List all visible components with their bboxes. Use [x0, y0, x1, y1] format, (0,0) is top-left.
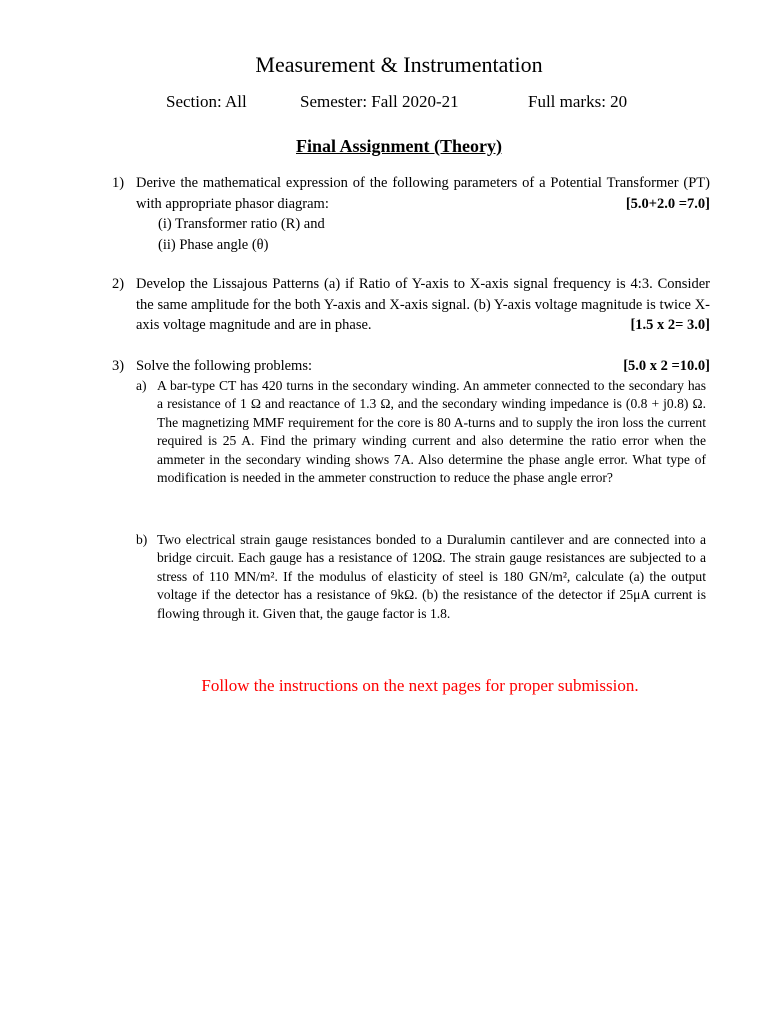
- question-number: 2): [112, 276, 125, 292]
- question-text: Solve the following problems:: [136, 358, 312, 374]
- assignment-title: Final Assignment (Theory): [295, 136, 502, 156]
- question-marks: [5.0+2.0 =7.0]: [625, 195, 710, 212]
- question-marks: [1.5 x 2= 3.0]: [630, 317, 710, 333]
- question-text: Develop the Lissajous Patterns (a) if Ratio of Y-axis to X-axis signal frequency is 4:3. Consider the same amplitude for the both Y-axis and X-axis signal. (b) Y-axis voltage magnitude is twice X-axis voltage magnitude and are in phase.: [136, 276, 710, 333]
- header-meta: [0, 92, 768, 116]
- question-3: [112, 356, 710, 377]
- section-label: Section: All: [166, 92, 247, 111]
- semester-label: Semester: Fall 2020-21: [300, 92, 459, 111]
- question-2: [112, 274, 710, 336]
- question-item: (i) Transformer ratio (R) and: [158, 216, 325, 232]
- course-title: Measurement & Instrumentation: [255, 52, 543, 77]
- question-marks: [5.0 x 2 =10.0]: [623, 358, 710, 374]
- question-text: Derive the mathematical expression of the following parameters of a Potential Transformer (PT) with appropriate phasor diagram:: [136, 175, 710, 212]
- sub-question-text: Two electrical strain gauge resistances bonded to a Duralumin cantilever and are connected into a bridge circuit. Each gauge has a resistance of 120Ω. The strain gauge resistances are subjected to a stress of 110 MN/m². If the modulus of elasticity of steel is 180 GN/m², calculate (a) the output voltage if the detector has a resistance of 9kΩ. (b) the resistance of the detector if 25μA current is flowing through it. Given that, the gauge factor is 1.8.: [157, 532, 706, 621]
- sub-question-b: [136, 531, 706, 623]
- sub-question-label: a): [136, 378, 147, 393]
- submission-notice: Follow the instructions on the next pages for proper submission.: [201, 676, 639, 695]
- sub-question-label: b): [136, 532, 148, 547]
- question-number: 1): [112, 175, 125, 191]
- sub-question-text: A bar-type CT has 420 turns in the secondary winding. An ammeter connected to the secondary has a resistance of 1 Ω and reactance of 1.3 Ω, and the secondary winding impedance is (0.8 + j0.8) Ω. The magnetizing MMF requirement for the core is 80 A-turns and to supply the iron loss the current required is 25 A. Find the primary winding current and also determine the ratio error when the ammeter in the secondary winding shows 7A.: [157, 378, 706, 467]
- question-item: (ii) Phase angle (θ): [158, 236, 269, 253]
- question-number: 3): [112, 358, 125, 374]
- sub-question-text-continued: Also determine the phase angle error. What type of modification is needed in the ammeter construction to reduce the phase angle error?: [157, 451, 706, 486]
- sub-question-a: [136, 377, 706, 487]
- question-1: [112, 173, 710, 255]
- full-marks-label: Full marks: 20: [528, 92, 628, 111]
